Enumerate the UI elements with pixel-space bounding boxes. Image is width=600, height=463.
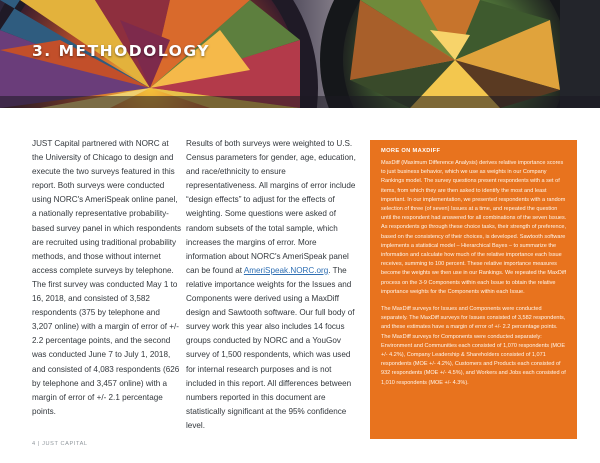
sidebar-title: MORE ON MAXDIFF [381, 148, 441, 154]
sidebar-paragraph-2: The MaxDiff surveys for Issues and Components were conducted separately. The MaxDiff surveys for Issues consisted of 3,582 respondents, and these estimates have a margin of error of +/- 2.2 percentage points. The MaxDiff surveys for Components were conducted separately: Environment and Communities each consisted of 1,070 respondents (MOE +/- 4.2%), Company Leadership & Shareholders consisted of 1,071 respondents (MOE +/- 4.2%), Customers and Products each consisted of 932 respondents (MOE +/- 4.5%), and Workers and Jobs each consisted of 1,010 respondents (MOE +/- 4.3%). [381, 306, 566, 386]
maxdiff-sidebar [370, 140, 577, 439]
section-title: 3. METHODOLOGY [32, 42, 210, 60]
body-column-1: JUST Capital partnered with NORC at the University of Chicago to design and execute the two surveys featured in this report. Both surveys were conducted using NORC's AmeriSpeak online panel, a nationally representative probability-based survey panel in which respondents are recruited using traditional probability methods, and those without internet access complete surveys by telephone. The first survey was conducted May 1 to 16, 2018, and consisted of 3,582 respondents (375 by telephone and 3,207 online) with a margin of error of +/- 2.2 percentage points, and the second was conducted June 7 to July 1, 2018, and consisted of 4,083 respondents (626 by telephone and 3,457 online) with a margin of error of +/- 2.1 percentage points. [32, 139, 182, 416]
header-banner [0, 0, 600, 108]
body-column-2 [186, 137, 356, 433]
sidebar-paragraph-1: MaxDiff (Maximum Difference Analysis) derives relative importance scores to just business behavior, which we use as weights in our Company Rankings model. The survey questions present respondents with a set of items, from which they are then asked to identify the most and least important. In our implementation, we presented respondents with a random selection of three (of seven) Issues at a time, and repeated the question until the respondent had answered for all combinations of the seven Issues. As respondents go through these choice tasks, their strength of preference, based on the consistency of their choices, is developed. Sawtooth software implements a statistical model – Hierarchical Bayes – to summarize the information and calculate how much of the relative importance each Issue receives, summing to 100 percent. These relative importance measures become the weights we then use in our Rankings. We repeated the MaxDiff process on the 3-9 Components within each Issue to obtain the relative importance weights for the Components within each Issue. [381, 160, 567, 295]
body-column-2-text-start: Results of both surveys were weighted to U.S. Census parameters for gender, age, education, and race/ethnicity to ensure representativeness. All margins of error include “design effects” to adjust for the effects of weighting. Some questions were asked of random subsets of the total sample, which increases the margins of error. More information about NORC's AmeriSpeak panel can be found at [186, 139, 356, 275]
page-footer: 4 | JUST CAPITAL [32, 441, 88, 447]
body-column-2-text-end: . The relative importance weights for the Issues and Components were derived using a MaxDiff design and Sawtooth software. Our full body of survey work this year also includes 14 focus groups conducted by NORC and a YouGov survey of 1,500 respondents, which was used for internal research purposes and is not included in this report. All differences between numbers reported in this document are statistically significant at the 95% confidence level. [186, 265, 355, 430]
amerispeak-link[interactable]: AmeriSpeak.NORC.org [243, 265, 329, 275]
